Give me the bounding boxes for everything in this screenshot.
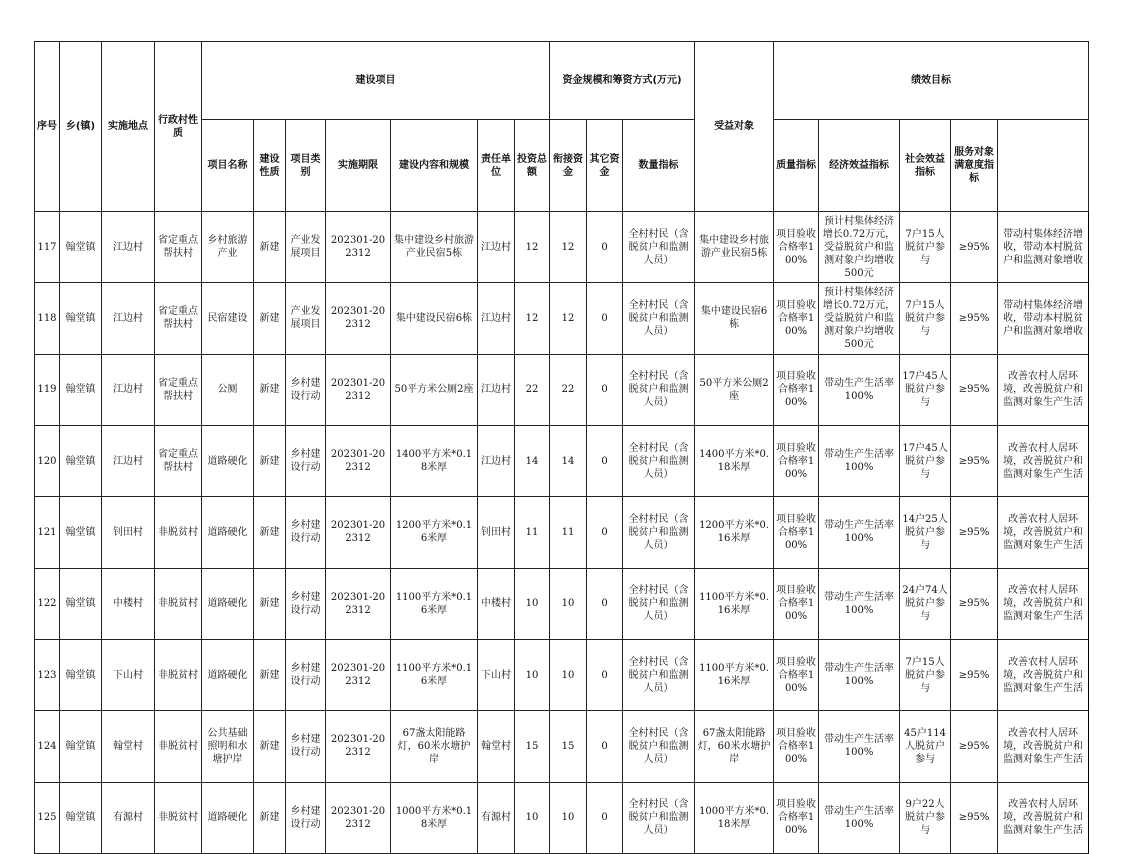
cell-period: 202301-202312 [326,782,391,853]
header-village-type: 行政村性质 [155,42,202,212]
cell-satisfaction: ≥95% [951,497,998,568]
cell-mechanism: 带动村集体经济增收，带动本村脱贫户和监测对象增收 [998,212,1089,283]
cell-satisfaction: ≥95% [951,568,998,639]
cell-social: 17户45人脱贫户参与 [900,354,951,425]
cell-village-type: 非脱贫村 [155,711,202,782]
cell-beneficiary: 全村村民（含脱贫户和监测人员） [623,283,695,354]
cell-project-category: 乡村建设行动 [286,497,326,568]
cell-linked-fund: 10 [550,782,587,853]
cell-other-fund: 0 [587,283,623,354]
cell-build-nature: 新建 [254,568,286,639]
cell-content: 1000平方米*0.18米厚 [391,782,478,853]
cell-location: 有源村 [102,782,155,853]
cell-economic: 预计村集体经济增长0.72万元，受益脱贫户和监测对象户均增收500元 [819,212,900,283]
header-total: 投资总额 [515,120,550,212]
header-quantity: 数量指标 [623,120,695,212]
cell-quality: 项目验收合格率100% [774,354,819,425]
cell-responsible: 中楼村 [478,568,515,639]
cell-mechanism: 改善农村人居环境，改善脱贫户和监测对象生产生活 [998,639,1089,710]
cell-satisfaction: ≥95% [951,212,998,283]
cell-quality: 项目验收合格率100% [774,212,819,283]
table-header [35,42,1089,212]
cell-other-fund: 0 [587,425,623,496]
cell-period: 202301-202312 [326,354,391,425]
cell-seq: 123 [35,639,60,710]
cell-economic: 预计村集体经济增长0.72万元，受益脱贫户和监测对象户均增收500元 [819,283,900,354]
cell-quality: 项目验收合格率100% [774,568,819,639]
cell-village-type: 非脱贫村 [155,497,202,568]
cell-content: 集中建设民宿6栋 [391,283,478,354]
cell-linked-fund: 15 [550,711,587,782]
cell-content: 集中建设乡村旅游产业民宿5栋 [391,212,478,283]
table-row [35,497,1089,568]
cell-project-category: 乡村建设行动 [286,568,326,639]
header-linked-fund: 衔接资金 [550,120,587,212]
cell-seq: 125 [35,782,60,853]
cell-location: 江边村 [102,283,155,354]
cell-period: 202301-202312 [326,497,391,568]
cell-quality: 项目验收合格率100% [774,283,819,354]
cell-mechanism: 带动村集体经济增收，带动本村脱贫户和监测对象增收 [998,283,1089,354]
cell-project-name: 乡村旅游产业 [202,212,254,283]
cell-responsible: 有源村 [478,782,515,853]
project-table [34,41,1089,854]
table-row [35,568,1089,639]
cell-satisfaction: ≥95% [951,711,998,782]
cell-project-category: 乡村建设行动 [286,639,326,710]
cell-quantity: 1200平方米*0.16米厚 [695,497,774,568]
cell-satisfaction: ≥95% [951,782,998,853]
cell-seq: 119 [35,354,60,425]
header-other-fund: 其它资金 [587,120,623,212]
cell-town: 翰堂镇 [60,782,102,853]
header-project-category: 项目类别 [286,120,326,212]
cell-project-category: 乡村建设行动 [286,711,326,782]
cell-responsible: 下山村 [478,639,515,710]
cell-other-fund: 0 [587,782,623,853]
cell-other-fund: 0 [587,212,623,283]
cell-project-name: 公共基础照明和水塘护岸 [202,711,254,782]
cell-location: 中楼村 [102,568,155,639]
cell-total: 10 [515,639,550,710]
table-row [35,354,1089,425]
cell-content: 50平方米公厕2座 [391,354,478,425]
cell-build-nature: 新建 [254,639,286,710]
cell-beneficiary: 全村村民（含脱贫户和监测人员） [623,497,695,568]
cell-quality: 项目验收合格率100% [774,711,819,782]
header-social: 社会效益指标 [900,120,951,212]
table-row [35,639,1089,710]
header-perf-group: 绩效目标 [774,42,1089,120]
cell-period: 202301-202312 [326,568,391,639]
cell-quality: 项目验收合格率100% [774,782,819,853]
cell-period: 202301-202312 [326,283,391,354]
cell-quantity: 集中建设乡村旅游产业民宿5栋 [695,212,774,283]
cell-build-nature: 新建 [254,283,286,354]
cell-town: 翰堂镇 [60,212,102,283]
cell-town: 翰堂镇 [60,711,102,782]
cell-period: 202301-202312 [326,711,391,782]
cell-social: 17户45人脱贫户参与 [900,425,951,496]
cell-town: 翰堂镇 [60,568,102,639]
cell-economic: 带动生产生活率100% [819,497,900,568]
cell-mechanism: 改善农村人居环境，改善脱贫户和监测对象生产生活 [998,497,1089,568]
cell-project-name: 道路硬化 [202,568,254,639]
cell-responsible: 江边村 [478,354,515,425]
cell-mechanism: 改善农村人居环境，改善脱贫户和监测对象生产生活 [998,568,1089,639]
cell-quality: 项目验收合格率100% [774,497,819,568]
cell-quantity: 50平方米公厕2座 [695,354,774,425]
table-body [35,212,1089,854]
cell-location: 江边村 [102,212,155,283]
cell-quantity: 1000平方米*0.18米厚 [695,782,774,853]
cell-period: 202301-202312 [326,639,391,710]
cell-content: 1400平方米*0.18米厚 [391,425,478,496]
cell-village-type: 省定重点帮扶村 [155,425,202,496]
cell-social: 7户15人脱贫户参与 [900,283,951,354]
cell-mechanism: 改善农村人居环境，改善脱贫户和监测对象生产生活 [998,425,1089,496]
header-location: 实施地点 [102,42,155,212]
cell-beneficiary: 全村村民（含脱贫户和监测人员） [623,711,695,782]
cell-economic: 带动生产生活率100% [819,711,900,782]
cell-build-nature: 新建 [254,425,286,496]
cell-economic: 带动生产生活率100% [819,568,900,639]
cell-project-name: 道路硬化 [202,425,254,496]
cell-content: 1100平方米*0.16米厚 [391,639,478,710]
header-seq: 序号 [35,42,60,212]
header-content: 建设内容和规模 [391,120,478,212]
cell-linked-fund: 10 [550,568,587,639]
cell-quality: 项目验收合格率100% [774,639,819,710]
cell-village-type: 省定重点帮扶村 [155,212,202,283]
cell-build-nature: 新建 [254,782,286,853]
cell-other-fund: 0 [587,711,623,782]
cell-beneficiary: 全村村民（含脱贫户和监测人员） [623,782,695,853]
cell-beneficiary: 全村村民（含脱贫户和监测人员） [623,568,695,639]
cell-total: 10 [515,782,550,853]
cell-project-name: 公厕 [202,354,254,425]
header-beneficiary: 受益对象 [695,42,774,212]
cell-responsible: 江边村 [478,283,515,354]
cell-satisfaction: ≥95% [951,354,998,425]
cell-quantity: 67盏太阳能路灯，60米水塘护岸 [695,711,774,782]
cell-project-category: 乡村建设行动 [286,782,326,853]
cell-beneficiary: 全村村民（含脱贫户和监测人员） [623,425,695,496]
cell-social: 9户22人脱贫户参与 [900,782,951,853]
cell-seq: 121 [35,497,60,568]
header-project-group: 建设项目 [202,42,550,120]
cell-linked-fund: 10 [550,639,587,710]
cell-quality: 项目验收合格率100% [774,425,819,496]
cell-seq: 124 [35,711,60,782]
cell-total: 22 [515,354,550,425]
cell-location: 下山村 [102,639,155,710]
cell-location: 江边村 [102,425,155,496]
cell-other-fund: 0 [587,354,623,425]
cell-build-nature: 新建 [254,354,286,425]
cell-town: 翰堂镇 [60,639,102,710]
cell-project-name: 民宿建设 [202,283,254,354]
cell-period: 202301-202312 [326,212,391,283]
header-town: 乡(镇) [60,42,102,212]
cell-town: 翰堂镇 [60,354,102,425]
cell-mechanism: 改善农村人居环境，改善脱贫户和监测对象生产生活 [998,354,1089,425]
cell-other-fund: 0 [587,568,623,639]
cell-location: 翰堂村 [102,711,155,782]
cell-social: 45户114人脱贫户参与 [900,711,951,782]
cell-total: 12 [515,283,550,354]
cell-village-type: 非脱贫村 [155,782,202,853]
cell-economic: 带动生产生活率100% [819,354,900,425]
cell-other-fund: 0 [587,497,623,568]
cell-economic: 带动生产生活率100% [819,639,900,710]
header-fund-group: 资金规模和筹资方式(万元) [550,42,695,120]
header-economic: 经济效益指标 [819,120,900,212]
cell-project-category: 乡村建设行动 [286,425,326,496]
table-row [35,425,1089,496]
cell-mechanism: 改善农村人居环境，改善脱贫户和监测对象生产生活 [998,782,1089,853]
cell-mechanism: 改善农村人居环境，改善脱贫户和监测对象生产生活 [998,711,1089,782]
cell-seq: 120 [35,425,60,496]
cell-content: 67盏太阳能路灯，60米水塘护岸 [391,711,478,782]
cell-responsible: 江边村 [478,425,515,496]
cell-linked-fund: 12 [550,283,587,354]
cell-project-name: 道路硬化 [202,639,254,710]
cell-linked-fund: 11 [550,497,587,568]
header-satisfaction: 服务对象满意度指标 [951,120,998,212]
cell-linked-fund: 22 [550,354,587,425]
cell-other-fund: 0 [587,639,623,710]
cell-build-nature: 新建 [254,212,286,283]
cell-location: 钊田村 [102,497,155,568]
cell-project-category: 产业发展项目 [286,212,326,283]
header-build-nature: 建设性质 [254,120,286,212]
cell-beneficiary: 全村村民（含脱贫户和监测人员） [623,212,695,283]
header-quality: 质量指标 [774,120,819,212]
cell-village-type: 非脱贫村 [155,639,202,710]
table-row [35,212,1089,283]
cell-total: 12 [515,212,550,283]
cell-project-category: 乡村建设行动 [286,354,326,425]
cell-social: 7户15人脱贫户参与 [900,212,951,283]
cell-quantity: 1100平方米*0.16米厚 [695,639,774,710]
cell-town: 翰堂镇 [60,497,102,568]
cell-social: 14户25人脱贫户参与 [900,497,951,568]
cell-beneficiary: 全村村民（含脱贫户和监测人员） [623,639,695,710]
cell-total: 14 [515,425,550,496]
cell-build-nature: 新建 [254,711,286,782]
cell-seq: 118 [35,283,60,354]
cell-project-category: 产业发展项目 [286,283,326,354]
cell-village-type: 省定重点帮扶村 [155,283,202,354]
cell-total: 11 [515,497,550,568]
header-project-name: 项目名称 [202,120,254,212]
cell-total: 15 [515,711,550,782]
cell-content: 1100平方米*0.16米厚 [391,568,478,639]
cell-project-name: 道路硬化 [202,497,254,568]
cell-satisfaction: ≥95% [951,283,998,354]
cell-village-type: 非脱贫村 [155,568,202,639]
cell-social: 24户74人脱贫户参与 [900,568,951,639]
cell-responsible: 江边村 [478,212,515,283]
table-row [35,711,1089,782]
cell-beneficiary: 全村村民（含脱贫户和监测人员） [623,354,695,425]
cell-project-name: 道路硬化 [202,782,254,853]
cell-economic: 带动生产生活率100% [819,425,900,496]
cell-town: 翰堂镇 [60,283,102,354]
cell-seq: 122 [35,568,60,639]
cell-quantity: 1100平方米*0.16米厚 [695,568,774,639]
cell-village-type: 省定重点帮扶村 [155,354,202,425]
cell-quantity: 集中建设民宿6栋 [695,283,774,354]
cell-linked-fund: 12 [550,212,587,283]
cell-satisfaction: ≥95% [951,639,998,710]
cell-location: 江边村 [102,354,155,425]
header-period: 实施期限 [326,120,391,212]
cell-quantity: 1400平方米*0.18米厚 [695,425,774,496]
cell-total: 10 [515,568,550,639]
cell-social: 7户15人脱贫户参与 [900,639,951,710]
cell-linked-fund: 14 [550,425,587,496]
cell-responsible: 钊田村 [478,497,515,568]
cell-period: 202301-202312 [326,425,391,496]
cell-content: 1200平方米*0.16米厚 [391,497,478,568]
cell-town: 翰堂镇 [60,425,102,496]
table-row [35,283,1089,354]
cell-economic: 带动生产生活率100% [819,782,900,853]
cell-build-nature: 新建 [254,497,286,568]
cell-satisfaction: ≥95% [951,425,998,496]
header-responsible: 责任单位 [478,120,515,212]
cell-seq: 117 [35,212,60,283]
cell-responsible: 翰堂村 [478,711,515,782]
